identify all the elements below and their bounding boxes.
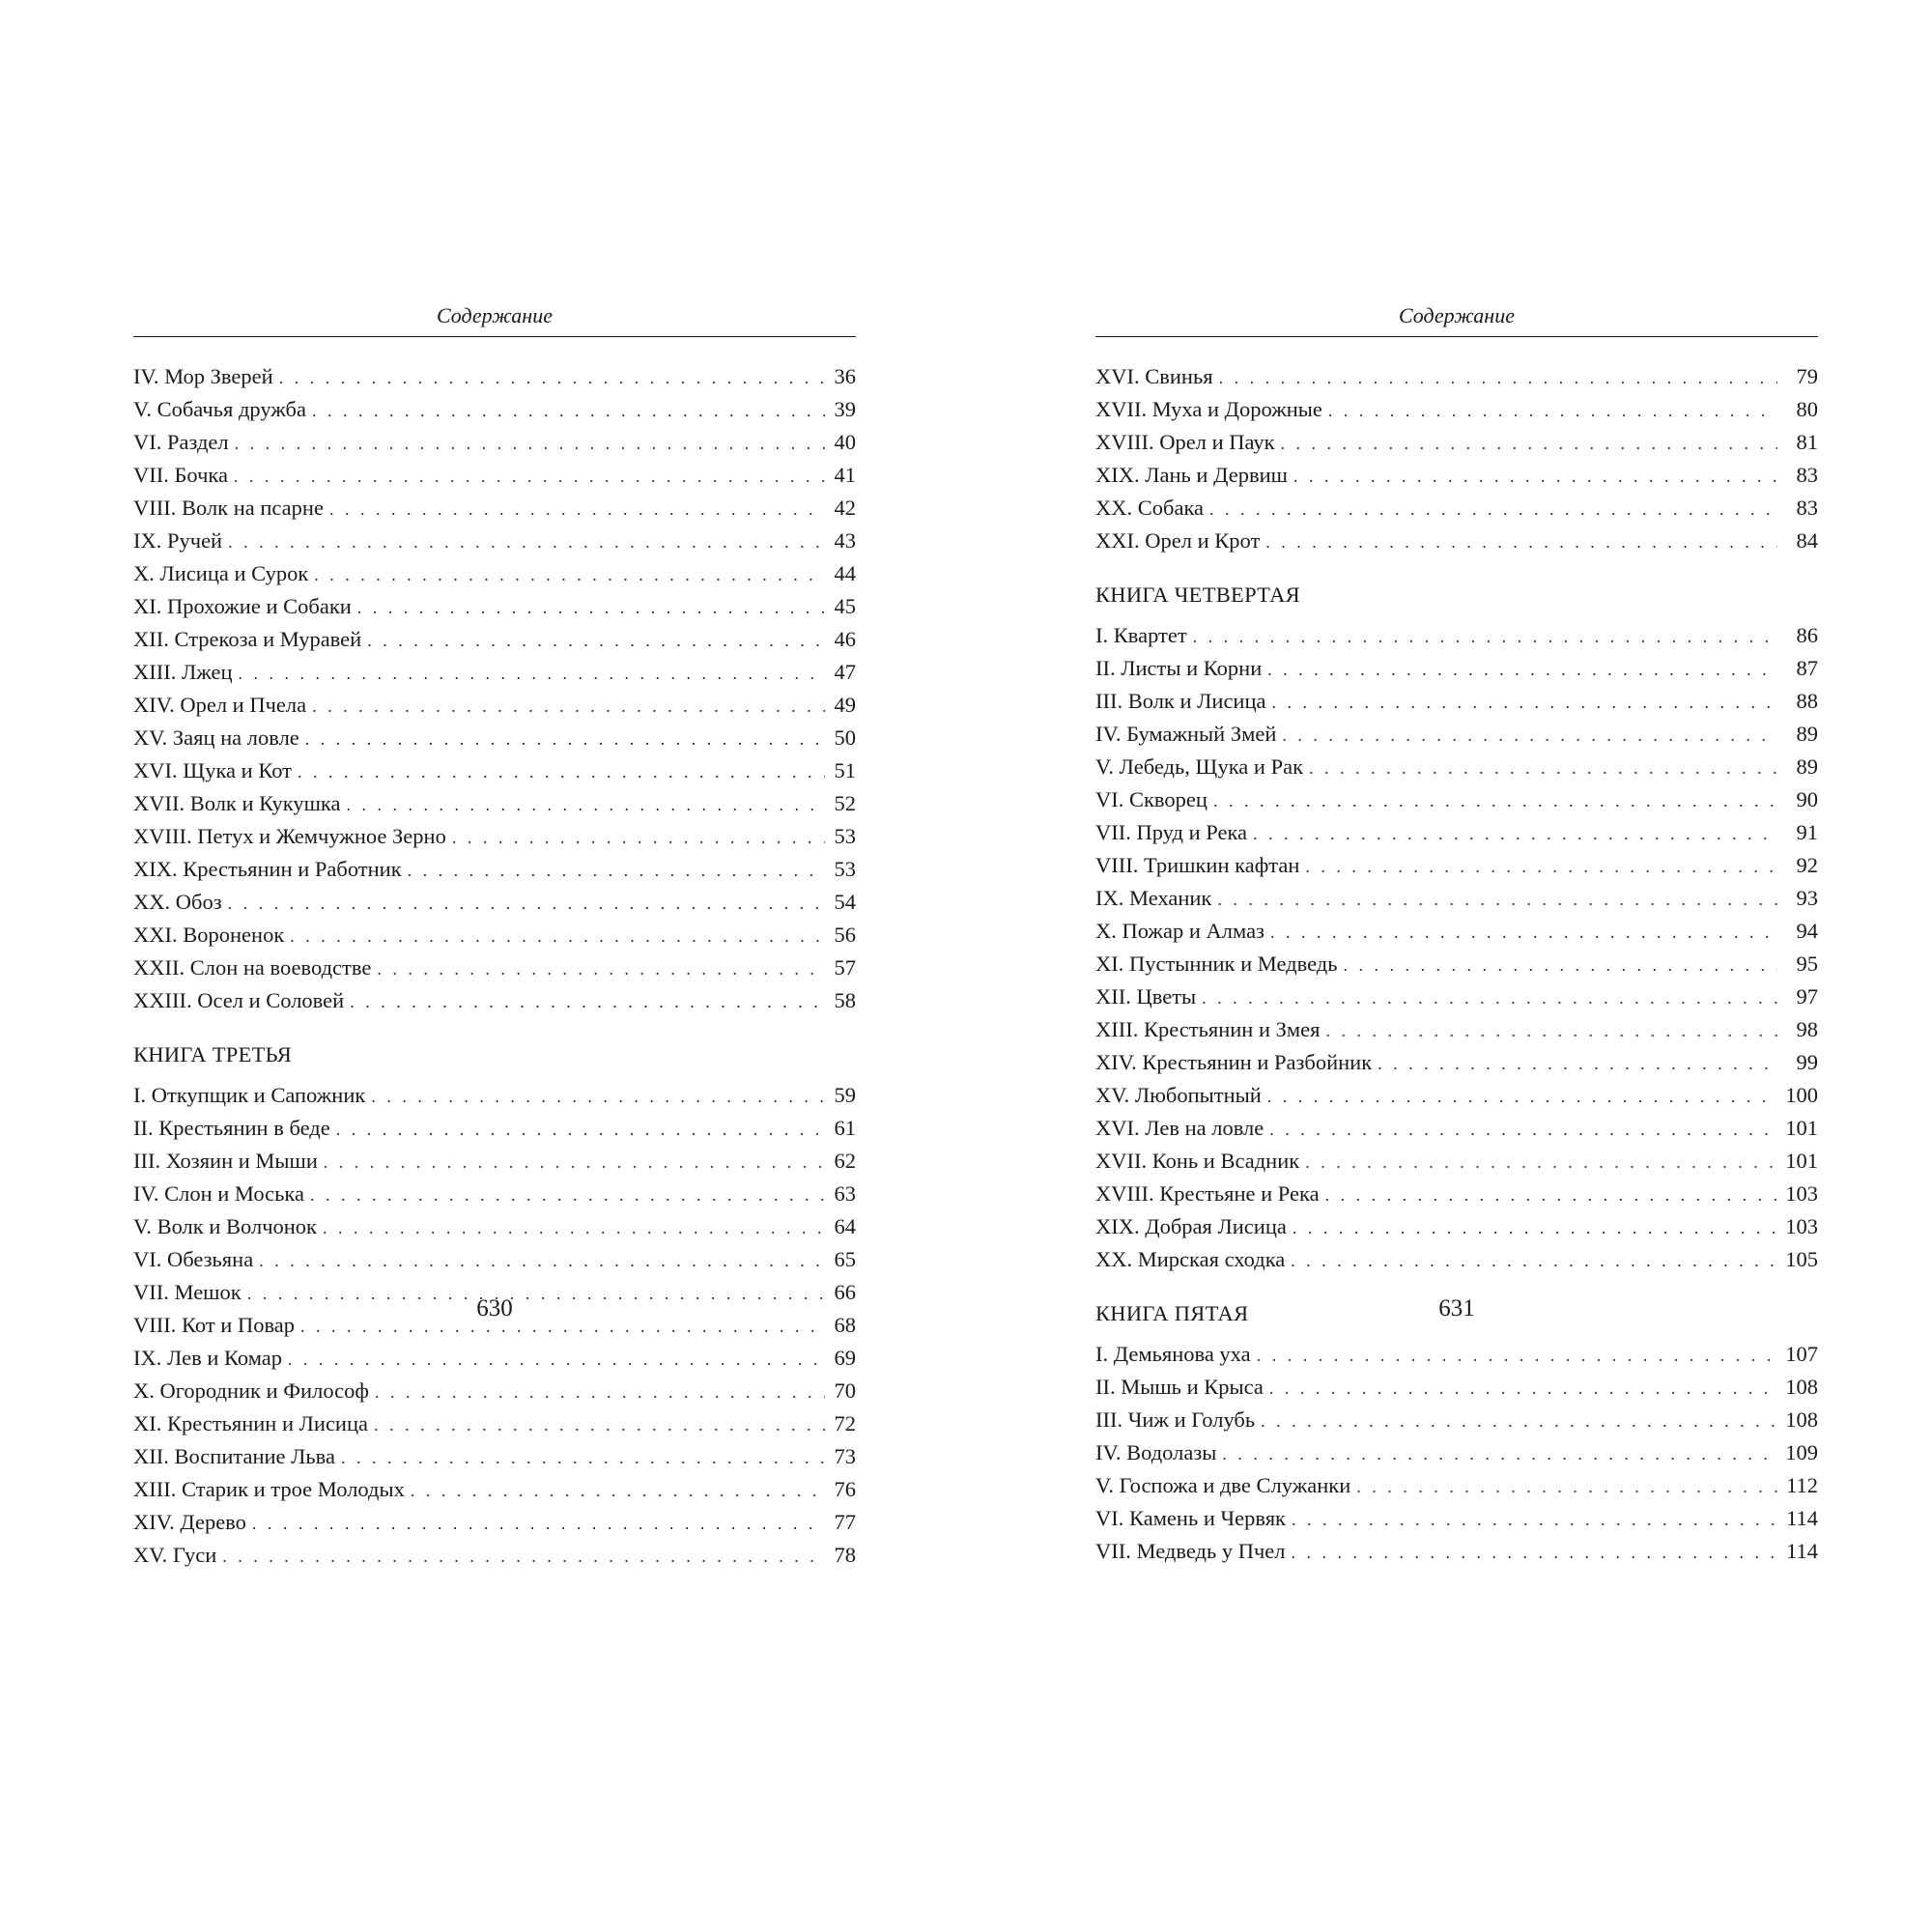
toc-entry xyxy=(1095,685,1818,718)
toc-entry-page: 97 xyxy=(1796,984,1818,1009)
dot-leader xyxy=(314,558,825,591)
dot-leader xyxy=(1222,1437,1777,1470)
dot-leader xyxy=(1213,784,1777,817)
toc-entry xyxy=(133,689,856,722)
toc-entry-title: XX. Обоз xyxy=(133,890,222,914)
toc-entry-title: VII. Мешок xyxy=(133,1280,242,1304)
toc-entry-title: XI. Пустынник и Медведь xyxy=(1095,952,1338,976)
toc-entry-page: 46 xyxy=(834,627,856,651)
toc-entry-title: XVIII. Петух и Жемчужное Зерно xyxy=(133,824,446,848)
dot-leader xyxy=(1309,752,1777,784)
toc-entry-title: V. Волк и Волчонок xyxy=(133,1214,317,1238)
toc-entry-title: XII. Стрекоза и Муравей xyxy=(133,627,362,651)
dot-leader xyxy=(1292,1536,1777,1569)
toc-entry-title: VIII. Волк на псарне xyxy=(133,496,324,520)
dot-leader xyxy=(1202,981,1777,1014)
toc-entry-title: XXII. Слон на воеводстве xyxy=(133,955,372,980)
toc-entry xyxy=(1095,1178,1818,1210)
dot-leader xyxy=(377,952,825,985)
toc-entry xyxy=(1095,1338,1818,1371)
toc-entry xyxy=(133,557,856,590)
dot-leader xyxy=(341,1441,825,1474)
toc-entry xyxy=(133,590,856,623)
toc-entry-page: 77 xyxy=(834,1510,856,1534)
dot-leader xyxy=(367,624,825,657)
header-rule xyxy=(1095,336,1818,337)
dot-leader xyxy=(1270,916,1777,949)
toc-entry-title: III. Чиж и Голубь xyxy=(1095,1407,1256,1432)
toc-entry-title: IV. Слон и Моська xyxy=(133,1181,304,1206)
book-heading: КНИГА ЧЕТВЕРТАЯ xyxy=(1095,582,1300,607)
toc-entry-title: V. Госпожа и две Служанки xyxy=(1095,1473,1351,1497)
dot-leader xyxy=(1267,653,1777,686)
toc-entry xyxy=(133,1440,856,1473)
toc-entry-page: 47 xyxy=(834,660,856,684)
table-of-contents xyxy=(133,360,856,1572)
toc-entry xyxy=(1095,525,1818,557)
toc-entry-title: VII. Пруд и Река xyxy=(1095,820,1248,844)
toc-entry xyxy=(133,919,856,952)
toc-entry-title: XIX. Крестьянин и Работник xyxy=(133,857,402,881)
dot-leader xyxy=(1257,1339,1777,1372)
toc-entry xyxy=(1095,816,1818,849)
toc-entry-page: 93 xyxy=(1796,886,1818,910)
toc-entry xyxy=(1095,849,1818,882)
toc-entry-title: VIII. Кот и Повар xyxy=(133,1313,296,1337)
toc-entry-title: IV. Мор Зверей xyxy=(133,364,273,388)
toc-entry-title: VI. Обезьяна xyxy=(133,1247,254,1271)
toc-entry-page: 62 xyxy=(834,1149,856,1173)
toc-entry xyxy=(1095,1502,1818,1535)
dot-leader xyxy=(1219,361,1777,394)
toc-entry-title: XII. Воспитание Льва xyxy=(133,1444,335,1468)
toc-entry-title: XIV. Крестьянин и Разбойник xyxy=(1095,1050,1373,1074)
dot-leader xyxy=(411,1474,825,1507)
toc-entry xyxy=(1095,1145,1818,1178)
toc-entry xyxy=(1095,652,1818,685)
toc-entry xyxy=(1095,1046,1818,1079)
toc-entry-page: 86 xyxy=(1796,623,1818,647)
dot-leader xyxy=(375,1376,825,1408)
toc-entry xyxy=(133,623,856,656)
toc-entry-page: 109 xyxy=(1785,1440,1818,1464)
dot-leader xyxy=(298,755,825,788)
toc-entry-title: XIX. Лань и Дервиш xyxy=(1095,463,1288,487)
toc-entry-title: VI. Скворец xyxy=(1095,787,1208,811)
dot-leader xyxy=(305,723,825,755)
toc-entry-page: 63 xyxy=(834,1181,856,1206)
toc-entry-page: 44 xyxy=(834,561,856,585)
dot-leader xyxy=(1281,427,1777,460)
toc-entry xyxy=(133,1342,856,1375)
toc-entry-page: 50 xyxy=(834,725,856,750)
toc-entry-page: 49 xyxy=(834,693,856,717)
toc-entry-title: II. Мышь и Крыса xyxy=(1095,1375,1264,1399)
toc-entry-title: XX. Собака xyxy=(1095,496,1205,520)
toc-entry xyxy=(1095,1243,1818,1276)
toc-entry xyxy=(1095,492,1818,525)
running-head: Содержание xyxy=(1398,303,1515,327)
dot-leader xyxy=(336,1113,825,1146)
dot-leader xyxy=(1325,1014,1777,1047)
dot-leader xyxy=(1328,394,1777,427)
toc-entry-page: 51 xyxy=(834,758,856,782)
toc-entry xyxy=(1095,751,1818,783)
toc-entry xyxy=(1095,619,1818,652)
toc-entry-title: X. Огородник и Философ xyxy=(133,1378,369,1403)
toc-entry-page: 54 xyxy=(834,890,856,914)
toc-entry xyxy=(133,1243,856,1276)
toc-entry xyxy=(1095,915,1818,948)
toc-entry-title: VIII. Тришкин кафтан xyxy=(1095,853,1300,877)
toc-entry-title: IX. Ручей xyxy=(133,528,223,553)
toc-entry-title: I. Демьянова уха xyxy=(1095,1342,1251,1366)
toc-entry xyxy=(133,492,856,525)
toc-entry-title: XI. Прохожие и Собаки xyxy=(133,594,352,618)
dot-leader xyxy=(371,1080,825,1113)
toc-entry-title: XVI. Лев на ловле xyxy=(1095,1116,1264,1140)
toc-entry-title: VI. Камень и Червяк xyxy=(1095,1506,1286,1530)
toc-entry xyxy=(133,820,856,853)
toc-entry xyxy=(133,1112,856,1145)
toc-entry-page: 112 xyxy=(1786,1473,1818,1497)
dot-leader xyxy=(252,1507,825,1540)
book-heading: КНИГА ПЯТАЯ xyxy=(1095,1301,1249,1325)
toc-entry-page: 101 xyxy=(1785,1116,1818,1140)
toc-entry-title: XXIII. Осел и Соловей xyxy=(133,988,345,1012)
dot-leader xyxy=(1217,883,1777,916)
dot-leader xyxy=(1305,850,1777,883)
toc-entry-page: 40 xyxy=(834,430,856,454)
toc-entry xyxy=(1095,1535,1818,1568)
toc-entry-page: 87 xyxy=(1796,656,1818,680)
toc-entry xyxy=(133,656,856,689)
toc-entry xyxy=(133,426,856,459)
toc-entry-title: IV. Бумажный Змей xyxy=(1095,722,1277,746)
toc-entry-title: XVI. Щука и Кот xyxy=(133,758,293,782)
toc-entry-page: 91 xyxy=(1796,820,1818,844)
table-of-contents xyxy=(1095,360,1818,1568)
toc-entry-title: XVII. Конь и Всадник xyxy=(1095,1149,1300,1173)
dot-leader xyxy=(452,821,825,854)
toc-entry-page: 45 xyxy=(834,594,856,618)
toc-entry-page: 53 xyxy=(834,857,856,881)
dot-leader xyxy=(1272,686,1778,719)
toc-entry-page: 66 xyxy=(834,1280,856,1304)
toc-entry-title: V. Собачья дружба xyxy=(133,397,306,421)
dot-leader xyxy=(1269,1372,1777,1405)
dot-leader xyxy=(323,1211,825,1244)
toc-entry-page: 59 xyxy=(834,1083,856,1107)
toc-entry xyxy=(1095,1469,1818,1502)
dot-leader xyxy=(1265,526,1777,558)
toc-entry-page: 57 xyxy=(834,955,856,980)
toc-entry xyxy=(133,754,856,787)
toc-entry xyxy=(1095,1079,1818,1112)
toc-entry xyxy=(1095,783,1818,816)
dot-leader xyxy=(1378,1047,1777,1080)
header-rule xyxy=(133,336,856,337)
toc-entry-title: XII. Цветы xyxy=(1095,984,1197,1009)
toc-entry xyxy=(133,1375,856,1407)
toc-entry xyxy=(1095,948,1818,980)
toc-entry xyxy=(133,459,856,492)
dot-leader xyxy=(312,394,825,427)
toc-entry-page: 94 xyxy=(1796,919,1818,943)
toc-entry xyxy=(1095,459,1818,492)
toc-entry xyxy=(1095,426,1818,459)
toc-entry xyxy=(133,1079,856,1112)
toc-entry-title: II. Крестьянин в беде xyxy=(133,1116,330,1140)
dot-leader xyxy=(279,361,825,394)
dot-leader xyxy=(357,591,825,624)
toc-entry-page: 105 xyxy=(1785,1247,1818,1271)
toc-entry xyxy=(1095,1404,1818,1436)
toc-entry-page: 70 xyxy=(834,1378,856,1403)
toc-entry-page: 42 xyxy=(834,496,856,520)
toc-entry-title: IX. Лев и Комар xyxy=(133,1346,283,1370)
dot-leader xyxy=(346,788,825,821)
toc-entry-page: 76 xyxy=(834,1477,856,1501)
dot-leader xyxy=(1282,719,1777,752)
toc-entry-page: 43 xyxy=(834,528,856,553)
toc-entry xyxy=(1095,1371,1818,1404)
toc-entry-title: III. Волк и Лисица xyxy=(1095,689,1266,713)
toc-entry-page: 61 xyxy=(834,1116,856,1140)
toc-entry-title: XVII. Муха и Дорожные xyxy=(1095,397,1322,421)
toc-entry-page: 64 xyxy=(834,1214,856,1238)
dot-leader xyxy=(228,887,825,920)
dot-leader xyxy=(310,1179,825,1211)
toc-entry-title: I. Квартет xyxy=(1095,623,1187,647)
toc-entry xyxy=(1095,360,1818,393)
toc-entry xyxy=(1095,718,1818,751)
dot-leader xyxy=(259,1244,825,1277)
dot-leader xyxy=(1293,460,1777,493)
toc-entry xyxy=(133,787,856,820)
dot-leader xyxy=(1291,1244,1777,1277)
toc-entry xyxy=(1095,882,1818,915)
dot-leader xyxy=(290,920,825,952)
toc-entry-page: 65 xyxy=(834,1247,856,1271)
toc-entry-page: 39 xyxy=(834,397,856,421)
toc-entry-page: 108 xyxy=(1785,1407,1818,1432)
dot-leader xyxy=(1193,620,1777,653)
dot-leader xyxy=(239,657,825,690)
toc-entry-page: 36 xyxy=(834,364,856,388)
toc-entry-title: XIII. Старик и трое Молодых xyxy=(133,1477,405,1501)
dot-leader xyxy=(312,690,825,723)
dot-leader xyxy=(1344,949,1777,981)
toc-entry-page: 69 xyxy=(834,1346,856,1370)
dot-leader xyxy=(1356,1470,1777,1503)
toc-entry-page: 99 xyxy=(1796,1050,1818,1074)
toc-entry xyxy=(133,360,856,393)
dot-leader xyxy=(288,1343,825,1376)
toc-entry xyxy=(133,393,856,426)
toc-entry xyxy=(133,952,856,984)
toc-entry-page: 114 xyxy=(1786,1539,1818,1563)
toc-entry-title: V. Лебедь, Щука и Рак xyxy=(1095,754,1304,779)
toc-entry-page: 95 xyxy=(1796,952,1818,976)
toc-entry-page: 68 xyxy=(834,1313,856,1337)
dot-leader xyxy=(1261,1405,1777,1437)
toc-entry-title: II. Листы и Корни xyxy=(1095,656,1263,680)
dot-leader xyxy=(324,1146,825,1179)
toc-entry xyxy=(133,1407,856,1440)
toc-entry-page: 98 xyxy=(1796,1017,1818,1041)
toc-entry-page: 52 xyxy=(834,791,856,815)
page-number: 631 xyxy=(1438,1295,1475,1321)
toc-entry-page: 107 xyxy=(1785,1342,1818,1366)
toc-entry-page: 72 xyxy=(834,1411,856,1435)
toc-entry-page: 56 xyxy=(834,923,856,947)
toc-entry-title: XIV. Дерево xyxy=(133,1510,246,1534)
toc-entry xyxy=(1095,1013,1818,1046)
toc-entry xyxy=(133,722,856,754)
dot-leader xyxy=(1292,1503,1777,1536)
toc-entry xyxy=(1095,1112,1818,1145)
toc-entry xyxy=(133,886,856,919)
toc-entry-page: 83 xyxy=(1796,496,1818,520)
right-page xyxy=(1095,301,1818,1568)
toc-entry-title: XX. Мирская сходка xyxy=(1095,1247,1286,1271)
dot-leader xyxy=(1325,1179,1777,1211)
toc-entry-page: 84 xyxy=(1796,528,1818,553)
toc-entry-title: XIII. Лжец xyxy=(133,660,233,684)
dot-leader xyxy=(329,493,825,526)
toc-entry-page: 58 xyxy=(834,988,856,1012)
toc-entry-page: 78 xyxy=(834,1543,856,1567)
dot-leader xyxy=(350,985,825,1018)
toc-entry xyxy=(1095,393,1818,426)
dot-leader xyxy=(408,854,825,887)
toc-entry-page: 103 xyxy=(1785,1181,1818,1206)
toc-entry-title: VI. Раздел xyxy=(133,430,229,454)
toc-entry xyxy=(133,1539,856,1572)
page-number: 630 xyxy=(476,1295,513,1321)
toc-entry-page: 88 xyxy=(1796,689,1818,713)
dot-leader xyxy=(228,526,825,558)
toc-entry-page: 100 xyxy=(1785,1083,1818,1107)
toc-entry-title: XIV. Орел и Пчела xyxy=(133,693,307,717)
toc-entry-page: 80 xyxy=(1796,397,1818,421)
toc-entry xyxy=(133,853,856,886)
toc-entry-title: XIII. Крестьянин и Змея xyxy=(1095,1017,1321,1041)
toc-entry-title: XIX. Добрая Лисица xyxy=(1095,1214,1287,1238)
toc-entry-title: XV. Любопытный xyxy=(1095,1083,1262,1107)
toc-entry-title: XVII. Волк и Кукушка xyxy=(133,791,341,815)
toc-entry-page: 89 xyxy=(1796,754,1818,779)
toc-entry-title: XVI. Свинья xyxy=(1095,364,1213,388)
toc-entry-title: XXI. Вороненок xyxy=(133,923,285,947)
dot-leader xyxy=(1253,817,1777,850)
toc-entry-title: I. Откупщик и Сапожник xyxy=(133,1083,366,1107)
toc-entry xyxy=(1095,1210,1818,1243)
toc-entry-page: 73 xyxy=(834,1444,856,1468)
toc-entry-title: X. Лисица и Сурок xyxy=(133,561,309,585)
toc-entry xyxy=(133,1178,856,1210)
dot-leader xyxy=(235,427,825,460)
toc-entry-title: XI. Крестьянин и Лисица xyxy=(133,1411,368,1435)
toc-entry-title: XV. Гуси xyxy=(133,1543,217,1567)
dot-leader xyxy=(1305,1146,1777,1179)
toc-entry-title: VII. Бочка xyxy=(133,463,228,487)
toc-entry-page: 103 xyxy=(1785,1214,1818,1238)
toc-entry xyxy=(133,525,856,557)
dot-leader xyxy=(234,460,825,493)
toc-entry xyxy=(1095,1436,1818,1469)
toc-entry-title: XVIII. Орел и Паук xyxy=(1095,430,1275,454)
toc-entry-title: VII. Медведь у Пчел xyxy=(1095,1539,1286,1563)
toc-entry-page: 108 xyxy=(1785,1375,1818,1399)
toc-entry-page: 53 xyxy=(834,824,856,848)
toc-entry-title: XVIII. Крестьяне и Река xyxy=(1095,1181,1320,1206)
toc-entry xyxy=(133,1506,856,1539)
dot-leader xyxy=(374,1408,825,1441)
running-head: Содержание xyxy=(436,303,553,327)
dot-leader xyxy=(1209,493,1777,526)
toc-entry-title: IV. Водолазы xyxy=(1095,1440,1217,1464)
toc-entry-page: 79 xyxy=(1796,364,1818,388)
toc-entry-page: 90 xyxy=(1796,787,1818,811)
toc-entry-title: X. Пожар и Алмаз xyxy=(1095,919,1264,943)
toc-entry xyxy=(133,1473,856,1506)
dot-leader xyxy=(222,1540,825,1573)
toc-entry-page: 83 xyxy=(1796,463,1818,487)
toc-entry-title: III. Хозяин и Мыши xyxy=(133,1149,318,1173)
toc-entry-page: 89 xyxy=(1796,722,1818,746)
toc-entry-page: 81 xyxy=(1796,430,1818,454)
toc-entry-title: IX. Механик xyxy=(1095,886,1212,910)
dot-leader xyxy=(1267,1080,1777,1113)
dot-leader xyxy=(1293,1211,1777,1244)
left-page xyxy=(133,301,856,1572)
toc-entry-title: XV. Заяц на ловле xyxy=(133,725,299,750)
toc-entry-page: 41 xyxy=(834,463,856,487)
toc-entry xyxy=(133,1210,856,1243)
toc-entry-page: 92 xyxy=(1796,853,1818,877)
dot-leader xyxy=(1269,1113,1777,1146)
toc-entry-page: 101 xyxy=(1785,1149,1818,1173)
toc-entry xyxy=(133,1145,856,1178)
toc-entry-title: XXI. Орел и Крот xyxy=(1095,528,1261,553)
toc-entry xyxy=(133,984,856,1017)
toc-entry xyxy=(1095,980,1818,1013)
toc-entry-page: 114 xyxy=(1786,1506,1818,1530)
book-heading: КНИГА ТРЕТЬЯ xyxy=(133,1042,293,1066)
